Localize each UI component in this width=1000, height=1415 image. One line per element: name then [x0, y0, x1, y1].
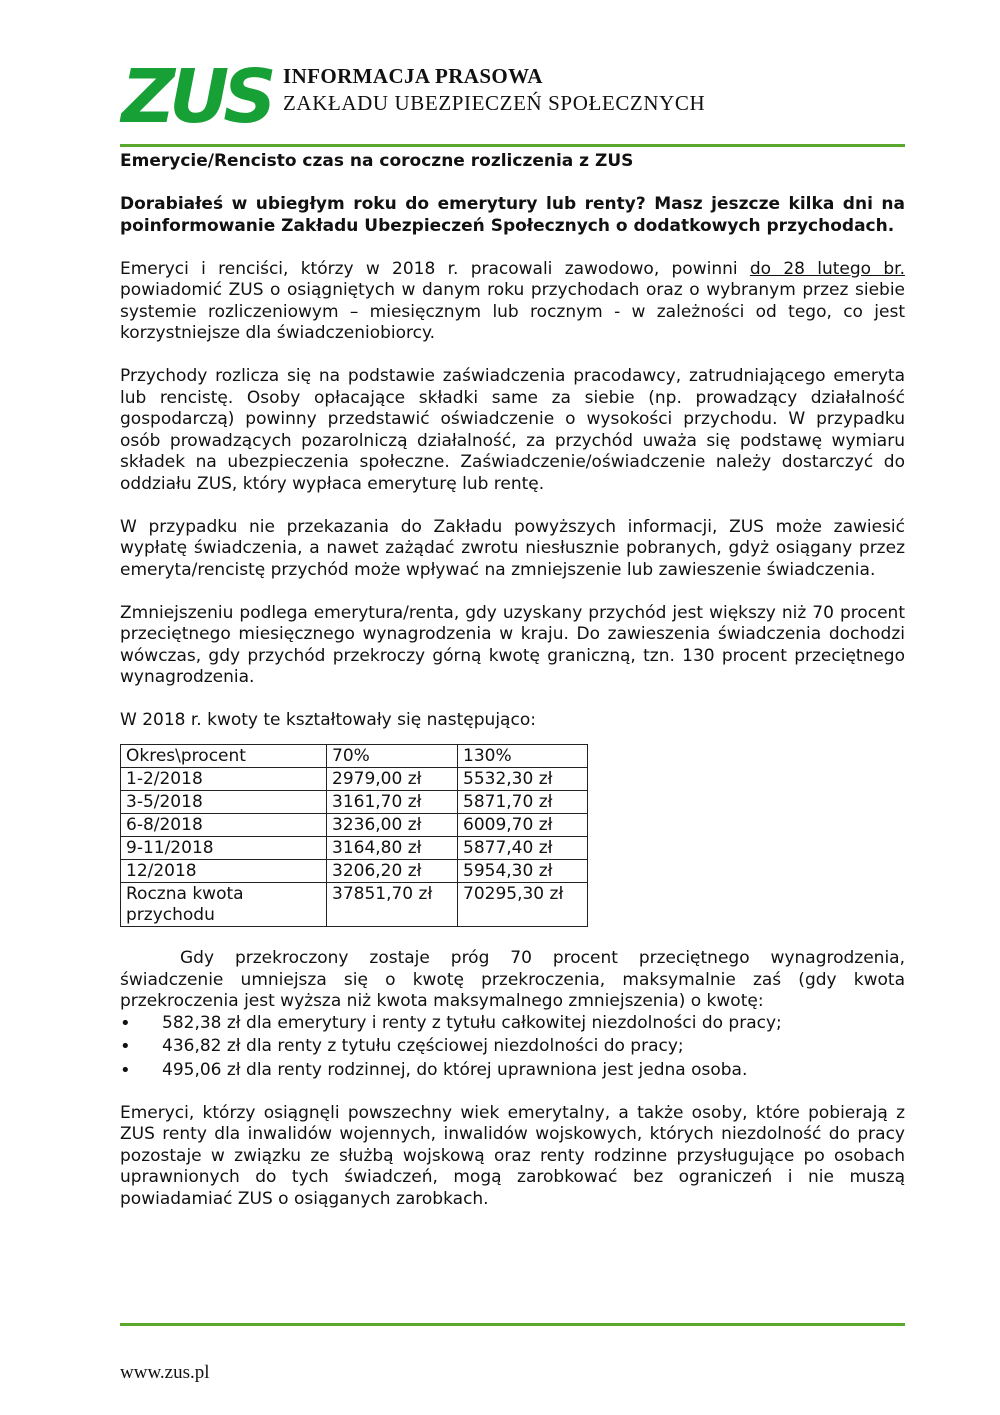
header-subtitle: ZAKŁADU UBEZPIECZEŃ SPOŁECZNYCH [283, 91, 706, 115]
table-header-row [121, 744, 588, 767]
table-cell: 9-11/2018 [121, 836, 327, 859]
p1-text-before: Emeryci i renciści, którzy w 2018 r. pracowali zawodowo, powinni [120, 258, 750, 279]
paragraph-5: W 2018 r. kwoty te kształtowały się następująco: [120, 710, 536, 730]
paragraph-4: Zmniejszeniu podlega emerytura/renta, gdy uzyskany przychód jest większy niż 70 procent przeciętnego miesięcznego wynagrodzenia w kraju. Do zawieszenia świadczenia dochodzi wówczas, gdy przychód przekroczy górną kwotę graniczną, tzn. 130 procent przeciętnego wynagrodzenia. [120, 602, 905, 687]
paragraph-1 [120, 259, 905, 345]
table-cell: 37851,70 zł [327, 882, 458, 926]
table-row [121, 836, 588, 859]
table-row [121, 767, 588, 790]
table-cell: 5532,30 zł [458, 767, 588, 790]
table-cell: 70295,30 zł [458, 882, 588, 926]
p1-text-after: powiadomić ZUS o osiągniętych w danym roku przychodach oraz o wybranym przez siebie systemie rozliczeniowym – miesięcznym lub rocznym - w zależności od tego, co jest korzystniejsze dla świadczeniobiorcy. [120, 280, 905, 343]
zus-logo-text: ZUS [121, 54, 271, 140]
table-cell: 2979,00 zł [327, 767, 458, 790]
article-lead: Dorabiałeś w ubiegłym roku do emerytury lub renty? Masz jeszcze kilka dni na poinformowanie Zakładu Ubezpieczeń Społecznych o dodatkowych przychodach. [120, 194, 905, 236]
table-cell: Roczna kwota przychodu [121, 882, 327, 926]
table-row [121, 859, 588, 882]
table-row [121, 813, 588, 836]
table-cell: 5871,70 zł [458, 790, 588, 813]
list-item: • 436,82 zł dla renty z tytułu częściowej niezdolności do pracy; [120, 1036, 905, 1058]
table-cell: 3206,20 zł [327, 859, 458, 882]
header-title: INFORMACJA PRASOWA [283, 64, 543, 88]
table-cell: 3236,00 zł [327, 813, 458, 836]
list-item: • 495,06 zł dla renty rodzinnej, do której uprawniona jest jedna osoba. [120, 1060, 905, 1082]
paragraph-7: Emeryci, którzy osiągnęli powszechny wiek emerytalny, a także osoby, które pobierają z ZUS renty dla inwalidów wojennych, inwalidów wojskowych, których niezdolność do pracy pozostaje w związku ze służbą wojskową oraz renty rodzinne przysługujące po osobach uprawnionych do tych świadczeń, mogą zarobkować bez ograniczeń i nie muszą powiadamiać ZUS o osiąganych zarobkach. [120, 1102, 905, 1209]
list-item: • 582,38 zł dla emerytury i renty z tytułu całkowitej niezdolności do pracy; [120, 1013, 905, 1035]
article-body [120, 151, 905, 1210]
table-cell: 3164,80 zł [327, 836, 458, 859]
table-row [121, 790, 588, 813]
table-cell: 5954,30 zł [458, 859, 588, 882]
article-title: Emerycie/Rencisto czas na coroczne rozliczenia z ZUS [120, 151, 634, 171]
table-header-cell: Okres\procent [121, 744, 327, 767]
paragraph-6: Gdy przekroczony zostaje próg 70 procent przeciętnego wynagrodzenia, świadczenie umniejsza się o kwotę przekroczenia, maksymalnie zaś (gdy kwota przekroczenia jest wyższa niż kwota maksymalnego zmniejszenia) o kwotę: [120, 948, 905, 1011]
footer-divider [120, 1323, 905, 1326]
header-divider [120, 144, 905, 147]
table-cell: 3161,70 zł [327, 790, 458, 813]
income-thresholds-table [120, 744, 588, 927]
table-cell: 3-5/2018 [121, 790, 327, 813]
table-cell: 6-8/2018 [121, 813, 327, 836]
table-header-cell: 130% [458, 744, 588, 767]
table-header-cell: 70% [327, 744, 458, 767]
table-row [121, 882, 588, 926]
paragraph-3: W przypadku nie przekazania do Zakładu powyższych informacji, ZUS może zawiesić wypłatę świadczenia, a nawet zażądać zwrotu niesłusznie pobranych, gdyż osiągany przez emeryta/rencistę przychód może wpływać na zmniejszenie lub zawieszenie świadczenia. [120, 516, 905, 580]
deadline-text: do 28 lutego br. [749, 258, 905, 279]
table-cell: 12/2018 [121, 859, 327, 882]
paragraph-2: Przychody rozlicza się na podstawie zaświadczenia pracodawcy, zatrudniającego emeryta lub rencistę. Osoby opłacające składki same za siebie (np. prowadzący działalność gospodarczą) powinny przedstawić oświadczenie o wysokości przychodu. W przypadku osób prowadzących pozarolniczą działalność, za przychód uważa się podstawę wymiaru składek na ubezpieczenia społeczne. Zaświadczenie/oświadczenie należy dostarczyć do oddziału ZUS, który wypłaca emeryturę lub rentę. [120, 366, 905, 494]
zus-logo [121, 54, 271, 140]
table-cell: 6009,70 zł [458, 813, 588, 836]
table-cell: 1-2/2018 [121, 767, 327, 790]
footer-url[interactable]: www.zus.pl [120, 1362, 210, 1383]
reduction-limits-list [120, 1013, 905, 1082]
table-cell: 5877,40 zł [458, 836, 588, 859]
